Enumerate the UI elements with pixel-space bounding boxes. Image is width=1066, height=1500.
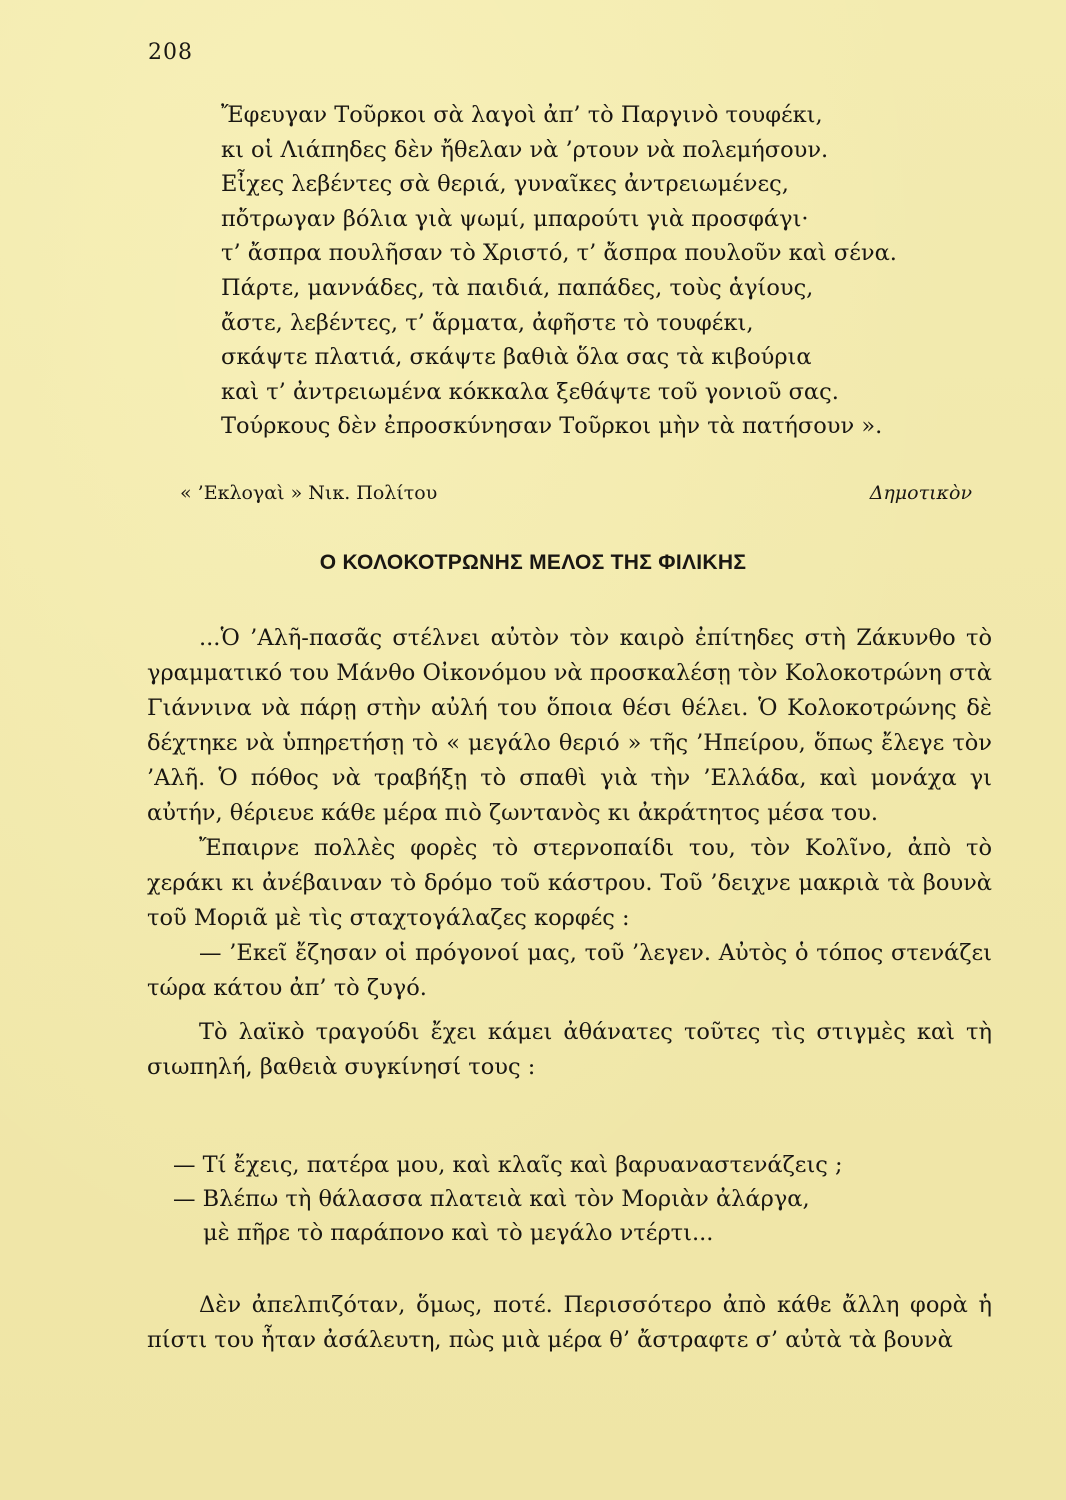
song-quote <box>173 1148 843 1250</box>
poem-line: κι οἱ Λιάπηδες δὲν ἤθελαν νὰ ’ρτουν νὰ πολεμήσουν. <box>221 136 829 163</box>
page-number: 208 <box>148 40 193 65</box>
quote-line: — Τί ἔχεις, πατέρα μου, καὶ κλαῖς καὶ βαρυαναστενάζεις ; <box>173 1152 843 1178</box>
poem-line: Τούρκους δὲν ἐπροσκύνησαν Τοῦρκοι μὴν τὰ πατήσουν ». <box>221 413 883 440</box>
section-heading: Ο ΚΟΛΟΚΟΤΡΩΝΗΣ ΜΕΛΟΣ ΤΗΣ ΦΙΛΙΚΗΣ <box>319 551 747 574</box>
poem-line: καὶ τ’ ἀντρειωμένα κόκκαλα ξεθάψτε τοῦ γονιοῦ σας. <box>221 378 839 405</box>
poem-line: ἄστε, λεβέντες, τ’ ἅρματα, ἀφῆστε τὸ τουφέκι, <box>221 309 754 336</box>
poem-line: σκάψτε πλατιά, σκάψτε βαθιὰ ὅλα σας τὰ κιβούρια <box>221 344 812 371</box>
poem-line: Πάρτε, μαννάδες, τὰ παιδιά, παπάδες, τοὺς ἁγίους, <box>221 274 814 301</box>
section-body <box>147 621 992 1085</box>
poem <box>221 98 981 444</box>
paragraph: — ’Εκεῖ ἔζησαν οἱ πρόγονοί μας, τοῦ ’λεγεν. Αὐτὸς ὁ τόπος στενάζει τώρα κάτου ἀπ’ τὸ ζυγό. <box>147 940 992 1001</box>
closing-paragraph: Δὲν ἀπελπιζόταν, ὅμως, ποτέ. Περισσότερο ἀπὸ κάθε ἄλλη φορὰ ἡ πίστι του ἦταν ἀσάλευτη, πὼς μιὰ μέρα θ’ ἄστραφτε σ’ αὐτὰ τὰ βουνὰ <box>147 1292 992 1353</box>
paragraph: ...Ὁ ’Αλῆ-πασᾶς στέλνει αὐτὸν τὸν καιρὸ ἐπίτηδες στὴ Ζάκυνθο τὸ γραμματικό του Μάνθο Οἰκονόμου νὰ προσκαλέσῃ τὸν Κολοκοτρώνη στὰ Γιάννινα νὰ πάρῃ στὴν αὐλή του ὅποια θέσι θέλει. Ὁ Κολοκοτρώνης δὲ δέχτηκε νὰ ὑπηρετήσῃ τὸ « μεγάλο θεριό » τῆς ’Ηπείρου, ὅπως ἔλεγε τὸν ’Αλῆ. Ὁ πόθος νὰ τραβήξῃ τὸ σπαθὶ γιὰ τὴν ’Ελλάδα, καὶ μονάχα γι αὐτήν, θέριευε κάθε μέρα πιὸ ζωντανὸς κι ἀκράτητος μέσα του. <box>147 625 992 826</box>
quote-line: — Βλέπω τὴ θάλασσα πλατειὰ καὶ τὸν Μοριὰν ἀλάργα, <box>173 1186 810 1212</box>
source-citation: « ’Εκλογαὶ » Νικ. Πολίτου <box>180 482 438 504</box>
paragraph: Ἔπαιρνε πολλὲς φορὲς τὸ στερνοπαίδι του, τὸν Κολῖνο, ἀπὸ τὸ χεράκι κι ἀνέβαιναν τὸ δρόμο τοῦ κάστρου. Τοῦ ’δειχνε μακριὰ τὰ βουνὰ τοῦ Μοριᾶ μὲ τὶς σταχτογάλαζες κορφές : <box>147 835 992 931</box>
quote-line: μὲ πῆρε τὸ παράπονο καὶ τὸ μεγάλο ντέρτι... <box>203 1220 714 1246</box>
source-genre: Δημοτικὸν <box>869 482 972 504</box>
poem-line: Ἔφευγαν Τοῦρκοι σὰ λαγοὶ ἀπ’ τὸ Παργινὸ τουφέκι, <box>221 102 823 128</box>
poem-line: πὄτρωγαν βόλια γιὰ ψωμί, μπαρούτι γιὰ προσφάγι· <box>221 205 809 232</box>
paragraph: Τὸ λαϊκὸ τραγούδι ἔχει κάμει ἀθάνατες τοῦτες τὶς στιγμὲς καὶ τὴ σιωπηλή, βαθειὰ συγκίνησί τους : <box>147 1019 992 1080</box>
poem-line: Εἶχες λεβέντες σὰ θεριά, γυναῖκες ἀντρειωμένες, <box>221 171 789 198</box>
poem-line: τ’ ἄσπρα πουλῆσαν τὸ Χριστό, τ’ ἄσπρα πουλοῦν καὶ σένα. <box>221 240 897 267</box>
